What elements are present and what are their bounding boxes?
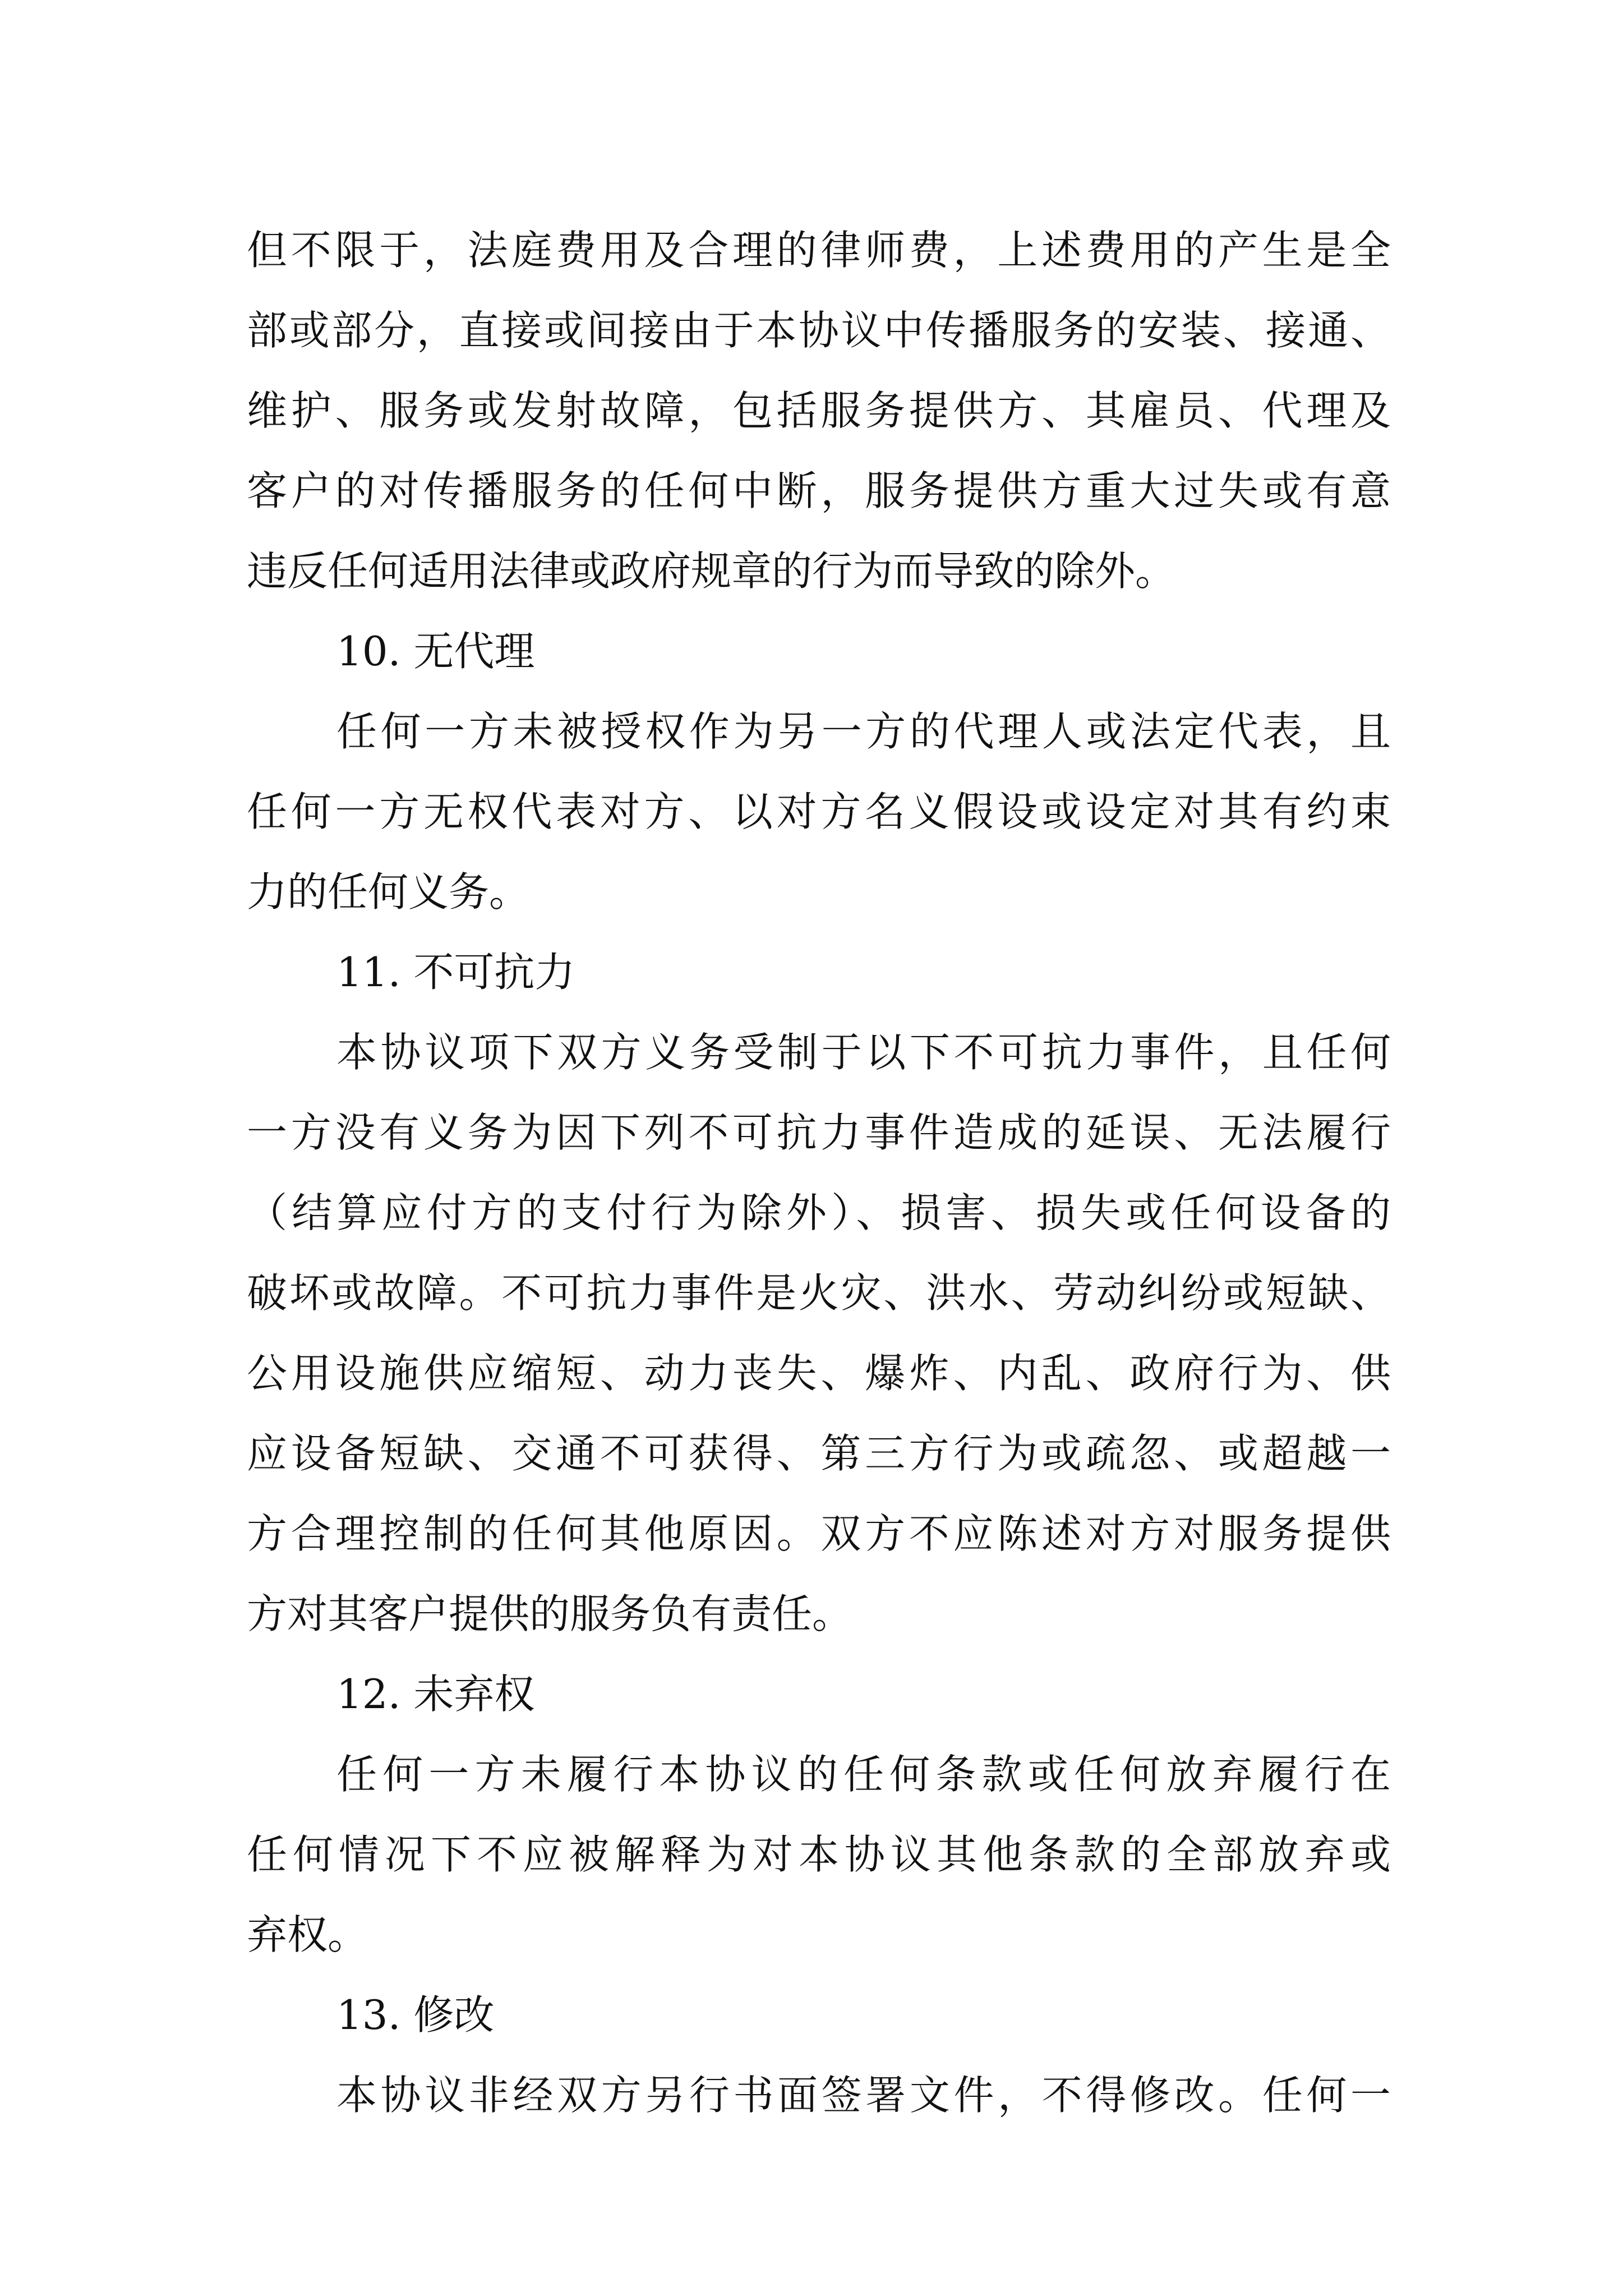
text-line: 公用设施供应缩短、动力丧失、爆炸、内乱、政府行为、供 [247,1350,1391,1397]
body-text [247,210,1391,2136]
text-line: 部或部分，直接或间接由于本协议中传播服务的安装、接通、 [247,307,1391,354]
text-line: 任何一方无权代表对方、以对方名义假设或设定对其有约束 [247,788,1391,835]
text-line: 本协议非经双方另行书面签署文件，不得修改。任何一 [336,2072,1391,2119]
text-line: 客户的对传播服务的任何中断，服务提供方重大过失或有意 [247,467,1391,514]
text-line: 但不限于，法庭费用及合理的律师费，上述费用的产生是全 [247,227,1391,274]
text-line: 一方没有义务为因下列不可抗力事件造成的延误、无法履行 [247,1109,1391,1156]
text-line: 本协议项下双方义务受制于以下不可抗力事件，且任何 [336,1029,1391,1076]
text-line: 任何情况下不应被解释为对本协议其他条款的全部放弃或 [247,1831,1391,1878]
text-line: 任何一方未被授权作为另一方的代理人或法定代表，且 [336,708,1391,755]
section-heading-10: 10. 无代理 [336,628,535,675]
text-line: 力的任何义务。 [247,868,530,915]
section-heading-13: 13. 修改 [336,1991,495,2039]
text-line: （结算应付方的支付行为除外）、损害、损失或任何设备的 [247,1189,1391,1236]
section-heading-11: 11. 不可抗力 [336,949,575,996]
text-line: 破坏或故障。不可抗力事件是火灾、洪水、劳动纠纷或短缺、 [247,1269,1391,1317]
text-line: 方对其客户提供的服务负有责任。 [247,1590,853,1637]
text-line: 任何一方未履行本协议的任何条款或任何放弃履行在 [336,1751,1391,1798]
text-line: 维护、服务或发射故障，包括服务提供方、其雇员、代理及 [247,387,1391,434]
section-heading-12: 12. 未弃权 [336,1671,535,1718]
text-line: 违反任何适用法律或政府规章的行为而导致的除外。 [247,547,1176,595]
text-line: 方合理控制的任何其他原因。双方不应陈述对方对服务提供 [247,1510,1391,1557]
text-line: 应设备短缺、交通不可获得、第三方行为或疏忽、或超越一 [247,1430,1391,1477]
text-line: 弃权。 [247,1911,368,1958]
